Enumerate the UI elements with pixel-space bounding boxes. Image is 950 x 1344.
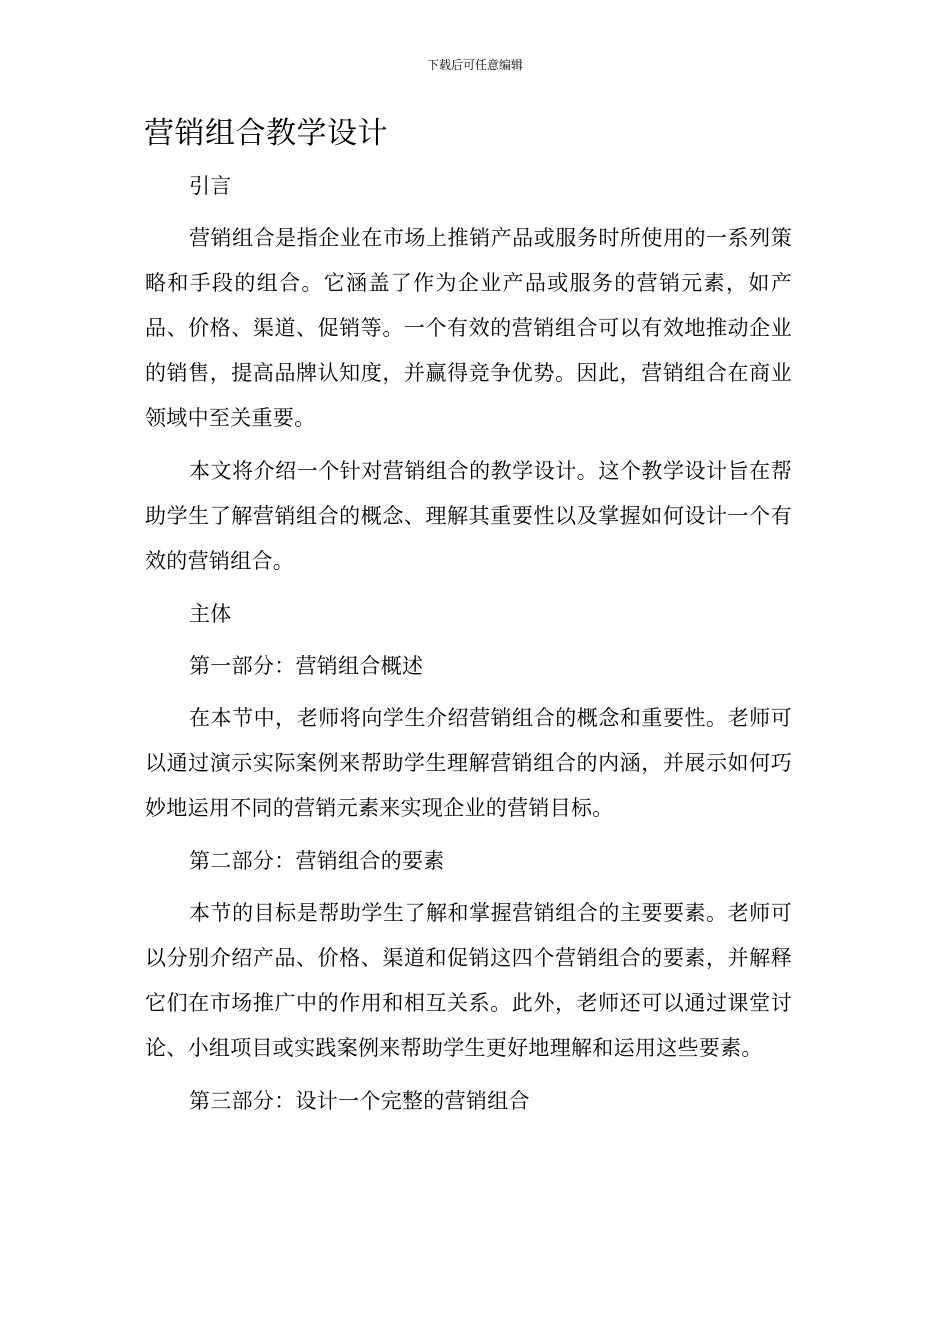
part1-paragraph: 在本节中，老师将向学生介绍营销组合的概念和重要性。老师可以通过演示实际案例来帮助学生理解营销组合的内涵，并展示如何巧妙地运用不同的营销元素来实现企业的营销目标。 bbox=[145, 706, 792, 820]
document-title: 营销组合教学设计 bbox=[144, 116, 388, 151]
page-header-note: 下载后可任意编辑 bbox=[426, 58, 523, 72]
intro-paragraph-2: 本文将介绍一个针对营销组合的教学设计。这个教学设计旨在帮助学生了解营销组合的概念、理解其重要性以及掌握如何设计一个有效的营销组合。 bbox=[145, 459, 792, 573]
part2-paragraph: 本节的目标是帮助学生了解和掌握营销组合的主要要素。老师可以分别介绍产品、价格、渠道和促销这四个营销组合的要素，并解释它们在市场推广中的作用和相互关系。此外，老师还可以通过课堂讨论、小组项目或实践案例来帮助学生更好地理解和运用这些要素。 bbox=[145, 901, 792, 1060]
intro-heading: 引言 bbox=[189, 174, 232, 198]
part1-heading: 第一部分：营销组合概述 bbox=[189, 654, 424, 678]
body-heading: 主体 bbox=[189, 602, 232, 626]
document-body bbox=[145, 164, 792, 1131]
intro-paragraph-1: 营销组合是指企业在市场上推销产品或服务时所使用的一系列策略和手段的组合。它涵盖了作为企业产品或服务的营销元素，如产品、价格、渠道、促销等。一个有效的营销组合可以有效地推动企业的销售，提高品牌认知度，并赢得竞争优势。因此，营销组合在商业领域中至关重要。 bbox=[145, 226, 792, 430]
part3-heading: 第三部分：设计一个完整的营销组合 bbox=[189, 1089, 530, 1113]
part2-heading: 第二部分：营销组合的要素 bbox=[189, 849, 445, 873]
